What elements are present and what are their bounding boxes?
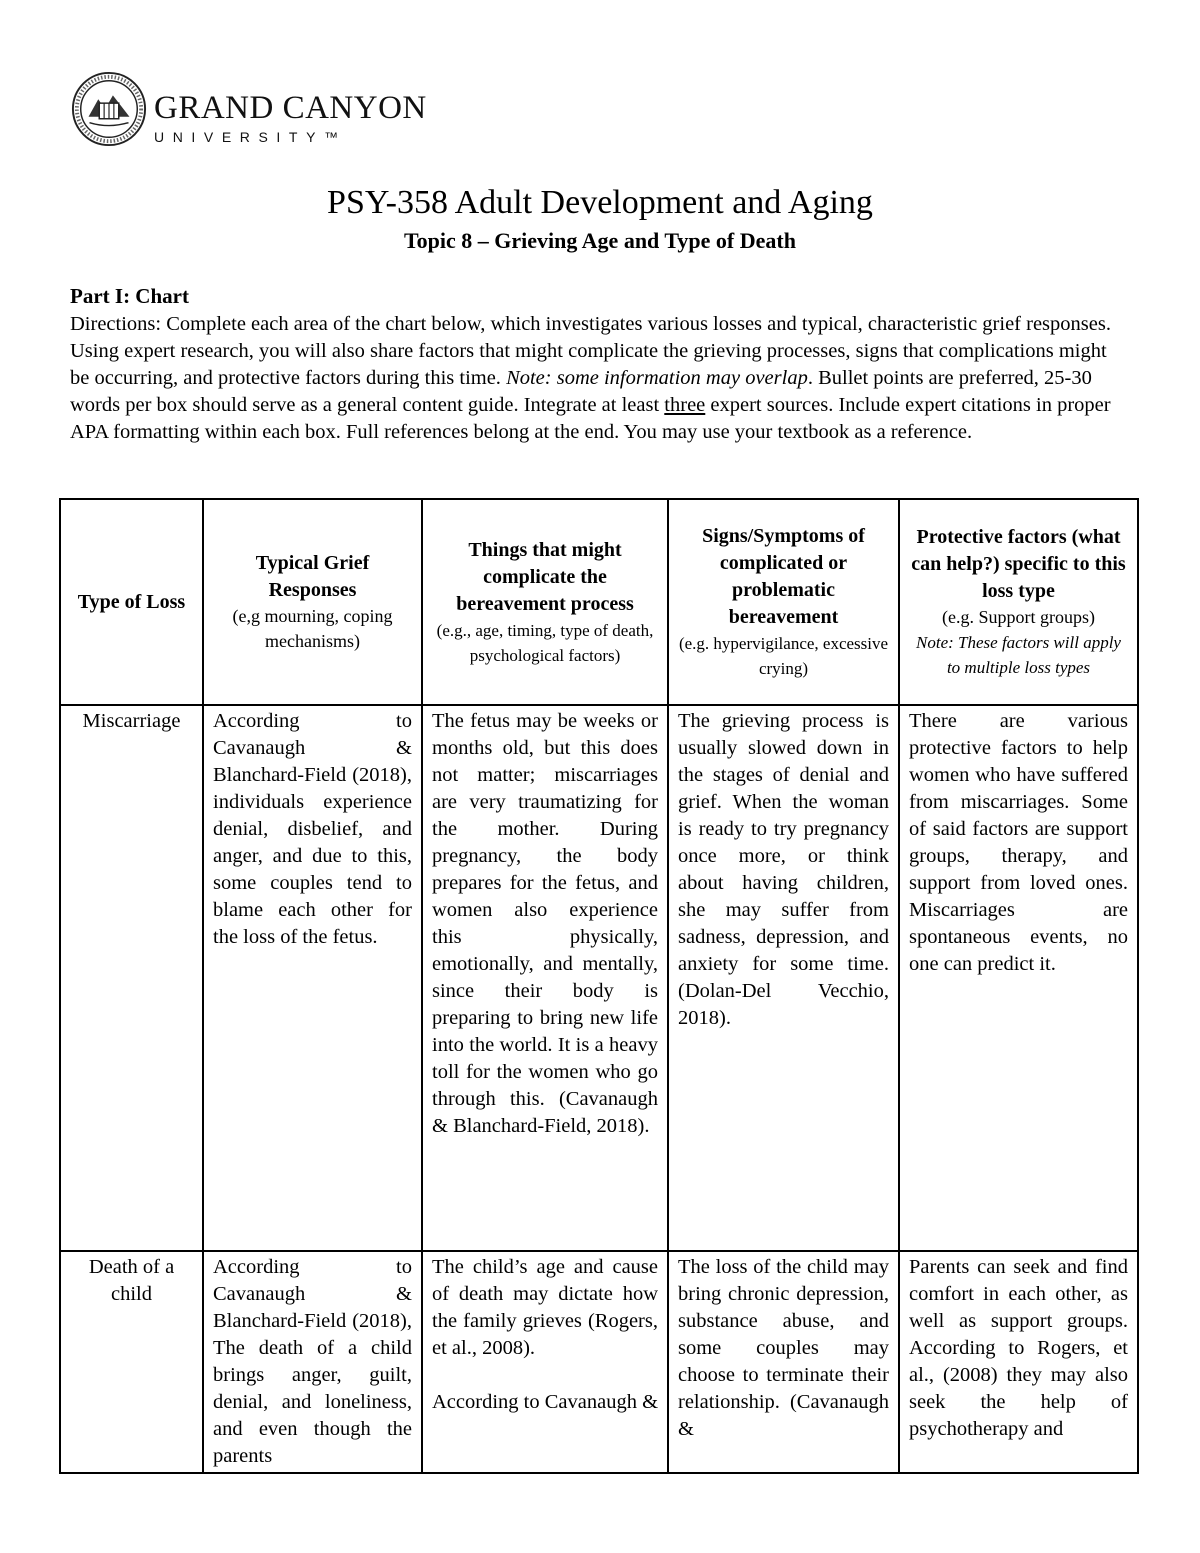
directions-lead: Directions: Complete each area of the chart below, which investigates various losses and typical, characteristic grief responses. Using expert research, you will also share factors that might complicate the grieving processes, signs that complications might be occurring, and protective factors during this time. — [70, 313, 1111, 389]
cell-type-of-loss: Death of a child — [60, 1251, 203, 1473]
header-sublabel: (e,g mourning, coping mechanisms) — [232, 606, 393, 651]
header-sublabel: (e.g. hypervigilance, excessive crying) — [678, 634, 889, 678]
header-signs-symptoms — [668, 499, 899, 705]
table-row — [60, 705, 1138, 1251]
cell-complicating-things — [422, 1251, 668, 1473]
cell-protective-factors: Parents can seek and find comfort in each other, as well as support groups. According to Rogers, et al., (2008) they may also seek the help of psychotherapy and — [899, 1251, 1138, 1473]
directions-paragraph — [70, 311, 1130, 446]
table-row — [60, 1251, 1138, 1473]
cell-type-of-loss: Miscarriage — [60, 705, 203, 1251]
directions-mid: . Bullet points are preferred, 25-30 words per box should serve as a general content guide. Integrate at least — [70, 367, 1092, 416]
directions-note: Note: some information may overlap — [506, 367, 808, 389]
header-sublabel: (e.g. Support groups) — [942, 607, 1095, 627]
cell-typical-responses: According to Cavanaugh & Blanchard-Field (2018), individuals experience denial, disbelief, and anger, and due to this, some couples tend to blame each other for the loss of the fetus. — [203, 705, 422, 1251]
header-sublabel: (e.g., age, timing, type of death, psychological factors) — [436, 620, 654, 665]
directions-underlined: three — [664, 394, 706, 416]
complicating-paragraph-1: The child’s age and cause of death may dictate how the family grieves (Rogers, et al., 2008). — [432, 1256, 658, 1359]
header-complicating-things — [422, 499, 668, 705]
cell-signs-symptoms: The grieving process is usually slowed down in the stages of denial and grief. When the woman is ready to try pregnancy once more, or think about having children, she may suffer from sadness, depression, and anxiety for some time. (Dolan-Del Vecchio, 2018). — [668, 705, 899, 1251]
university-header — [70, 70, 430, 150]
part-heading: Part I: Chart — [70, 284, 189, 308]
header-label: Protective factors (what can help?) specific to this loss type — [911, 526, 1126, 602]
header-label: Type of Loss — [77, 590, 186, 613]
table-header-row — [60, 499, 1138, 705]
brand-wordmark — [154, 92, 427, 145]
complicating-paragraph-2: According to Cavanaugh & — [432, 1391, 659, 1413]
university-seal-icon — [70, 70, 148, 148]
header-typical-grief-responses — [203, 499, 422, 705]
cell-typical-responses: According to Cavanaugh & Blanchard-Field (2018), The death of a child brings anger, guilt, denial, and loneliness, and even though the parents — [203, 1251, 422, 1473]
page-title: PSY-358 Adult Development and Aging — [327, 184, 873, 221]
header-note: Note: These factors will apply to multiple loss types — [916, 633, 1121, 677]
header-label: Signs/Symptoms of complicated or problematic bereavement — [702, 525, 865, 628]
header-type-of-loss — [60, 499, 203, 705]
header-label: Typical Grief Responses — [255, 552, 370, 601]
cell-signs-symptoms: The loss of the child may bring chronic depression, substance abuse, and some couples may choose to terminate their relationship. (Cavanaugh & — [668, 1251, 899, 1473]
brand-name: GRAND CANYON — [154, 90, 427, 126]
cell-complicating-things: The fetus may be weeks or months old, but this does not matter; miscarriages are very traumatizing for the mother. During pregnancy, the body prepares for the fetus, and women also experience this physically, emotionally, and mentally, since their body is preparing to bring new life into the world. It is a heavy toll for the women who go through this. (Cavanaugh & Blanchard-Field, 2018). — [422, 705, 668, 1251]
directions-tail: expert sources. Include expert citations in proper APA formatting within each box. Full references belong at the end. You may use your textbook as a reference. — [70, 394, 1111, 443]
cell-protective-factors: There are various protective factors to help women who have suffered from miscarriages. Some of said factors are support groups, therapy, and support from loved ones. Miscarriages are spontaneous events, no one can predict it. — [899, 705, 1138, 1251]
grief-chart-table — [59, 498, 1139, 1474]
page-subtitle: Topic 8 – Grieving Age and Type of Death — [404, 228, 796, 253]
header-label: Things that might complicate the bereavement process — [456, 538, 634, 615]
paragraph-gap — [432, 1362, 658, 1389]
header-protective-factors — [899, 499, 1138, 705]
brand-subtitle: UNIVERSITY™ — [154, 129, 347, 145]
